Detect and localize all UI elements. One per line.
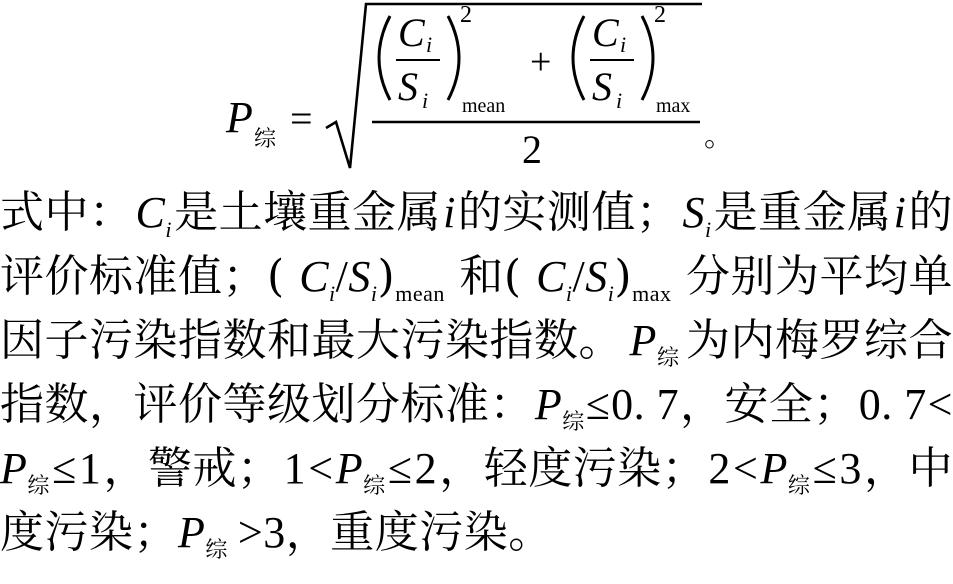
number-value: 2 (708, 444, 731, 493)
text-segment: ，警戒； (103, 443, 282, 494)
nemerow-index-formula (0, 0, 953, 172)
less-equal-sign: ≤ (812, 444, 838, 493)
formula-left-sub: mean (462, 95, 506, 117)
var-p-composite: $P_综$ (335, 444, 386, 499)
text-segment: 指数，评价等级划分标准： (0, 379, 534, 430)
formula-right-bottom-sub: i (616, 88, 623, 113)
greater-than-sign: > (237, 508, 264, 557)
formula-equals: = (290, 96, 313, 141)
var-p-composite: $P_综$ (0, 444, 50, 499)
var-p-composite: $P_综$ (534, 380, 585, 435)
less-equal-sign: ≤ (52, 444, 77, 493)
paragraph-line-1 (0, 180, 953, 246)
formula-right-bottom: S (592, 64, 612, 109)
ratio-max: $C_i/S_i)_{max}$ (536, 251, 672, 306)
var-ci: $C_i$ (135, 188, 173, 242)
paragraph-line-5 (0, 436, 953, 502)
formula-right-exp: 2 (654, 2, 666, 28)
paragraph-line-4 (0, 372, 953, 438)
formula-left-exp: 2 (460, 2, 472, 28)
text-segment: 是重金属 (713, 187, 892, 238)
text-segment: 因子污染指数和最大污染指数。 (0, 315, 623, 366)
left-paren-close (448, 16, 459, 100)
var-i: i (443, 188, 456, 237)
formula-left-top: C (398, 10, 425, 55)
formula-right-top: C (592, 10, 619, 55)
less-equal-sign: ≤ (585, 380, 611, 429)
var-p-composite: $P_综$ (760, 444, 811, 499)
text-segment: 和( (459, 251, 522, 302)
text-segment: 分别为平均单 (685, 251, 953, 302)
number-value: 1 (283, 444, 307, 493)
var-si: $S_i$ (682, 188, 712, 242)
number-value: 2 (414, 444, 438, 493)
text-segment: ，安全； (679, 379, 858, 430)
formula-lhs-sub: 综 (254, 127, 277, 152)
text-segment: 式中： (0, 187, 134, 238)
text-segment: ，重度污染。 (285, 507, 553, 558)
var-p-composite: $P_综$ (629, 316, 680, 371)
number-value: 3 (839, 444, 862, 493)
formula-right-sub: max (656, 95, 691, 117)
number-value: 3 (263, 508, 286, 557)
right-paren-close (642, 16, 653, 100)
text-segment: ，中 (863, 443, 953, 494)
number-value: 0. 7 (611, 380, 680, 429)
left-paren-open (379, 16, 390, 100)
less-equal-sign: ≤ (387, 444, 413, 493)
less-than-sign: < (927, 380, 953, 429)
text-segment: 为内梅罗综合 (686, 315, 953, 366)
less-than-sign: < (733, 444, 759, 493)
ratio-mean: $C_i/S_i)_{mean}$ (299, 251, 445, 306)
paragraph-line-2 (0, 244, 953, 310)
formula-left-bottom: S (398, 64, 418, 109)
formula-end-mark: 。 (704, 119, 734, 154)
text-segment: 的 (908, 187, 953, 238)
text-segment: 评价标准值；( (0, 251, 285, 302)
paragraph-line-6 (0, 500, 953, 566)
formula-right-top-sub: i (620, 32, 627, 57)
var-i: i (893, 188, 907, 237)
less-than-sign: < (308, 444, 334, 493)
text-segment: 的实测值； (457, 187, 681, 238)
formula-plus: + (530, 41, 552, 83)
formula-left-bottom-sub: i (422, 88, 429, 113)
right-paren-open (573, 16, 584, 100)
text-segment: 是土壤重金属 (174, 187, 442, 238)
paragraph-line-3 (0, 308, 953, 374)
text-segment: ，轻度污染； (439, 443, 707, 494)
formula-lhs-var: P (226, 93, 253, 142)
var-p-composite: $P_综$ (178, 508, 228, 563)
formula-denominator: 2 (522, 127, 542, 172)
formula-left-top-sub: i (426, 32, 433, 57)
text-segment: 度污染； (0, 507, 178, 558)
number-value: 1 (78, 444, 102, 493)
number-value: 0. 7 (858, 380, 927, 429)
